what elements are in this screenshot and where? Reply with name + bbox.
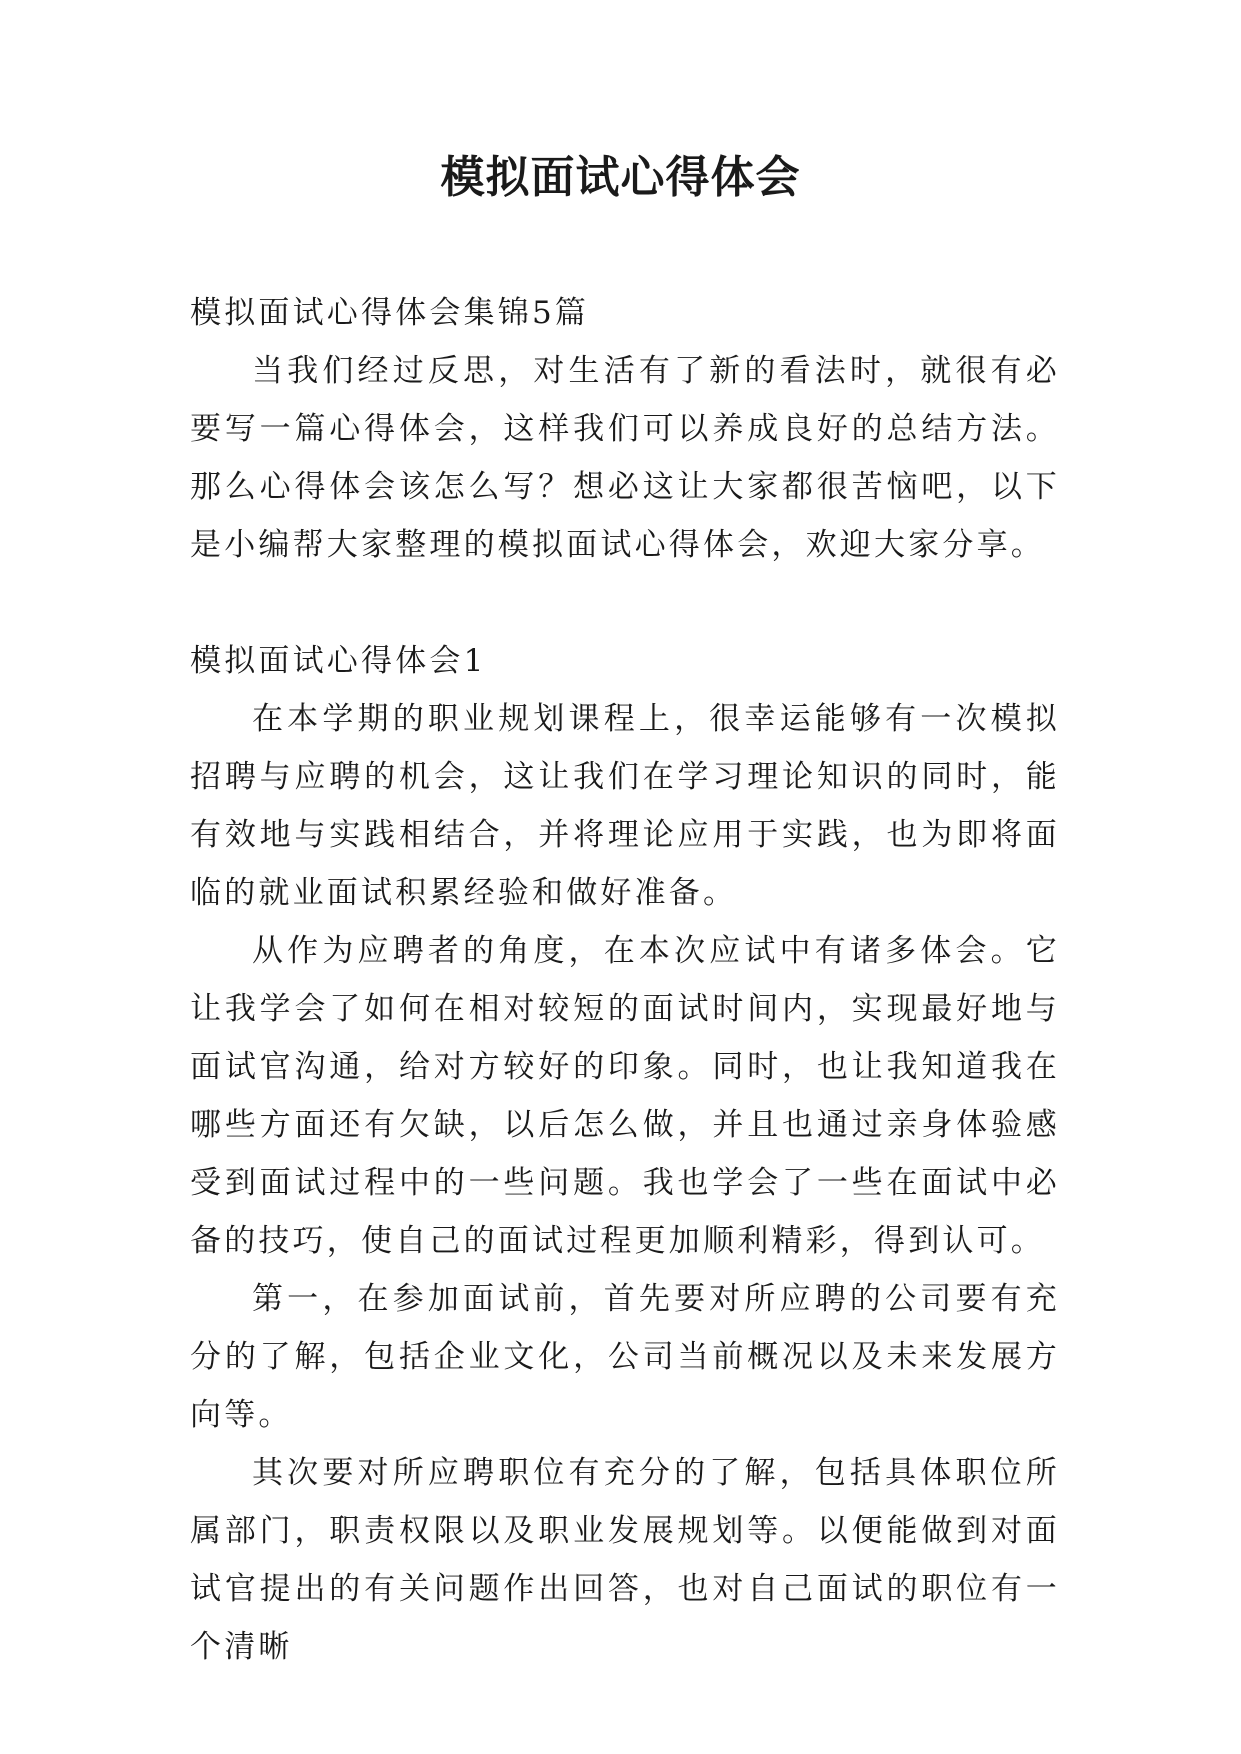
body-paragraph: 第一，在参加面试前，首先要对所应聘的公司要有充分的了解，包括企业文化，公司当前概况以及未来发展方向等。: [190, 1281, 1060, 1433]
body-paragraph: 从作为应聘者的角度，在本次应试中有诸多体会。它让我学会了如何在相对较短的面试时间内，实现最好地与面试官沟通，给对方较好的印象。同时，也让我知道我在哪些方面还有欠缺，以后怎么做，并且也通过亲身体验感受到面试过程中的一些问题。我也学会了一些在面试中必备的技巧，使自己的面试过程更加顺利精彩，得到认可。: [190, 933, 1060, 1259]
document-title: 模拟面试心得体会: [440, 152, 801, 203]
collection-heading: 模拟面试心得体会集锦5篇: [190, 295, 590, 331]
section-heading: 模拟面试心得体会1: [190, 643, 487, 679]
body-paragraph: 其次要对所应聘职位有充分的了解，包括具体职位所属部门，职责权限以及职业发展规划等。以便能做到对面试官提出的有关问题作出回答，也对自己面试的职位有一个清晰: [190, 1455, 1060, 1665]
intro-paragraph: 当我们经过反思，对生活有了新的看法时，就很有必要写一篇心得体会，这样我们可以养成良好的总结方法。那么心得体会该怎么写？想必这让大家都很苦恼吧，以下是小编帮大家整理的模拟面试心得体会，欢迎大家分享。: [190, 353, 1060, 563]
paragraph-spacer: [190, 574, 1060, 632]
body-paragraph: 在本学期的职业规划课程上，很幸运能够有一次模拟招聘与应聘的机会，这让我们在学习理论知识的同时，能有效地与实践相结合，并将理论应用于实践，也为即将面临的就业面试积累经验和做好准备。: [190, 701, 1060, 911]
document-body: [190, 284, 1060, 1676]
